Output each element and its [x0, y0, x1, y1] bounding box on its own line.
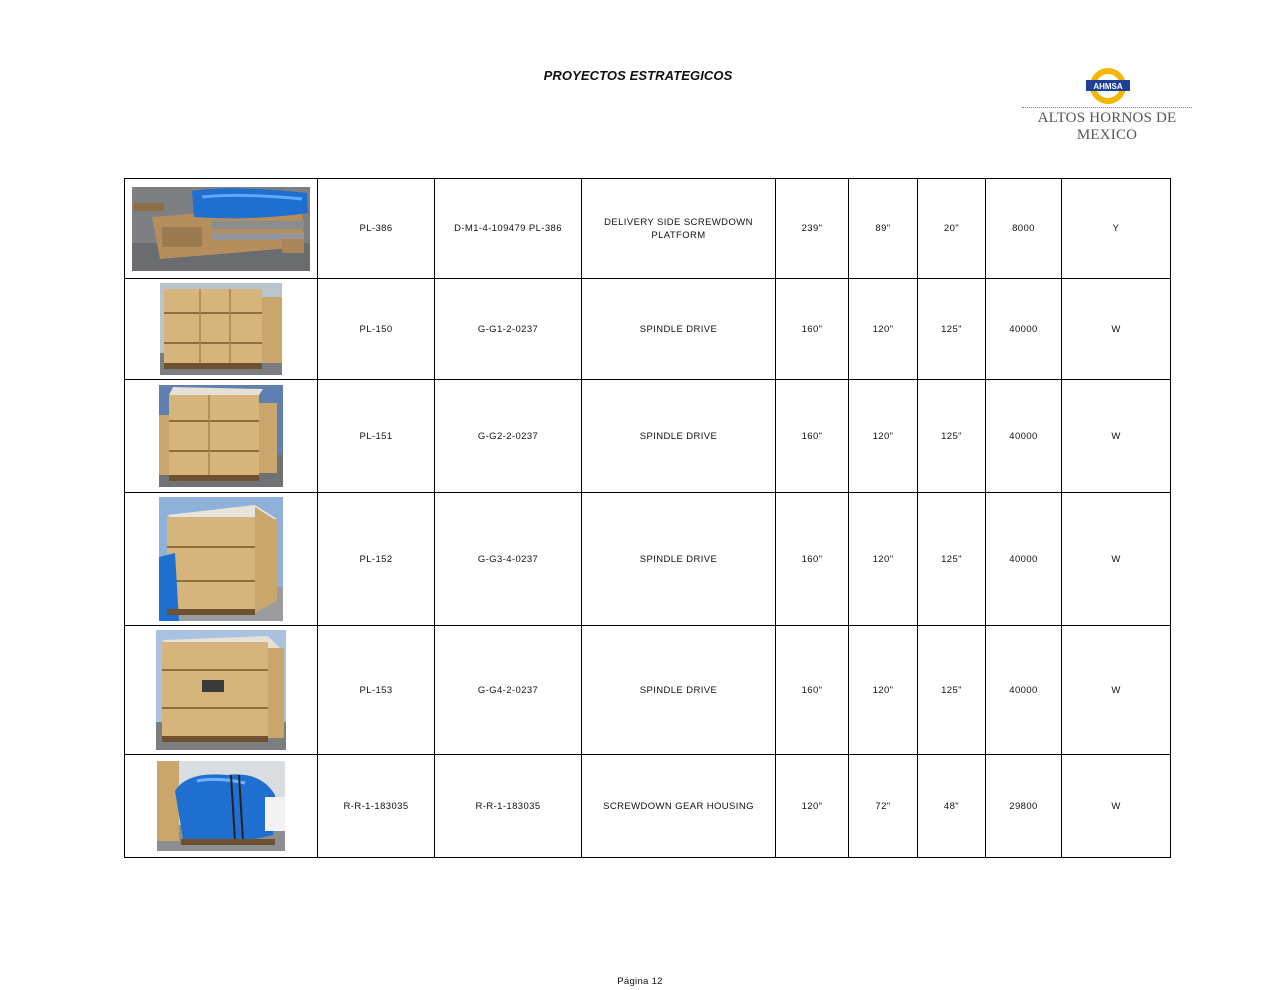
width-value: 89" [849, 179, 918, 279]
height-value: 125" [918, 380, 986, 493]
status-code: W [1062, 755, 1171, 858]
crate-photo [159, 385, 283, 487]
width-value: 120" [849, 493, 918, 626]
ahmsa-ring-icon [1022, 66, 1192, 106]
crate-photo [160, 283, 282, 375]
weight-value: 40000 [986, 279, 1062, 380]
table-row [125, 755, 1171, 858]
table-row [125, 626, 1171, 755]
item-id: PL-152 [318, 493, 435, 626]
table-row [125, 493, 1171, 626]
status-code: W [1062, 626, 1171, 755]
item-id: R-R-1-183035 [318, 755, 435, 858]
company-logo [1022, 66, 1192, 143]
logo-badge-text: AHMSA [1093, 82, 1123, 91]
status-code: W [1062, 380, 1171, 493]
photo-cell [125, 179, 318, 279]
drawing-number: G-G3-4-0237 [435, 493, 582, 626]
logo-company-name: ALTOS HORNOS DE MEXICO [1022, 107, 1192, 144]
length-value: 239" [776, 179, 849, 279]
photo-cell [125, 279, 318, 380]
table-row [125, 179, 1171, 279]
item-id: PL-150 [318, 279, 435, 380]
drawing-number: D-M1-4-109479 PL-386 [435, 179, 582, 279]
weight-value: 8000 [986, 179, 1062, 279]
status-code: W [1062, 493, 1171, 626]
item-description: SPINDLE DRIVE [582, 279, 776, 380]
width-value: 72" [849, 755, 918, 858]
height-value: 125" [918, 626, 986, 755]
photo-cell [125, 755, 318, 858]
crate-photo [159, 497, 283, 621]
item-id: PL-386 [318, 179, 435, 279]
height-value: 125" [918, 279, 986, 380]
item-description: SPINDLE DRIVE [582, 380, 776, 493]
width-value: 120" [849, 626, 918, 755]
length-value: 160" [776, 493, 849, 626]
length-value: 160" [776, 380, 849, 493]
photo-cell [125, 380, 318, 493]
drawing-number: G-G2-2-0237 [435, 380, 582, 493]
length-value: 120" [776, 755, 849, 858]
length-value: 160" [776, 279, 849, 380]
item-description: SPINDLE DRIVE [582, 493, 776, 626]
status-code: Y [1062, 179, 1171, 279]
item-id: PL-151 [318, 380, 435, 493]
item-id: PL-153 [318, 626, 435, 755]
items-table [124, 178, 1171, 858]
page-title: PROYECTOS ESTRATEGICOS [543, 68, 733, 83]
height-value: 125" [918, 493, 986, 626]
item-description: SCREWDOWN GEAR HOUSING [582, 755, 776, 858]
page-number: Página 12 [617, 976, 663, 987]
item-description: DELIVERY SIDE SCREWDOWN PLATFORM [582, 179, 776, 279]
weight-value: 40000 [986, 380, 1062, 493]
weight-value: 29800 [986, 755, 1062, 858]
drawing-number: G-G4-2-0237 [435, 626, 582, 755]
table-row [125, 279, 1171, 380]
table-row [125, 380, 1171, 493]
status-code: W [1062, 279, 1171, 380]
length-value: 160" [776, 626, 849, 755]
photo-cell [125, 493, 318, 626]
item-description: SPINDLE DRIVE [582, 626, 776, 755]
width-value: 120" [849, 279, 918, 380]
platform-photo [132, 187, 310, 271]
weight-value: 40000 [986, 493, 1062, 626]
crate-photo [156, 630, 286, 750]
height-value: 20" [918, 179, 986, 279]
photo-cell [125, 626, 318, 755]
drawing-number: G-G1-2-0237 [435, 279, 582, 380]
width-value: 120" [849, 380, 918, 493]
height-value: 48" [918, 755, 986, 858]
weight-value: 40000 [986, 626, 1062, 755]
housing-photo [157, 761, 285, 851]
drawing-number: R-R-1-183035 [435, 755, 582, 858]
